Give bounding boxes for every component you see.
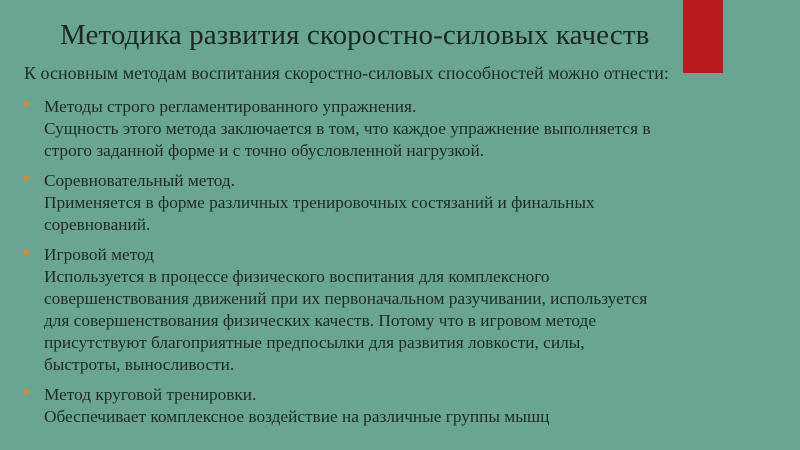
- method-line: присутствуют благоприятные предпосылки для развития ловкости, силы,: [44, 333, 585, 352]
- method-line: Используется в процессе физического воспитания для комплексного: [44, 267, 550, 286]
- method-line: Сущность этого метода заключается в том, что каждое упражнение выполняется в: [44, 119, 651, 138]
- bullet-arrow-icon: [24, 175, 32, 181]
- method-line: Метод круговой тренировки.: [44, 385, 257, 404]
- method-line: Игровой метод: [44, 245, 154, 264]
- method-line: для совершенствования физических качеств. Потому что в игровом методе: [44, 311, 597, 330]
- method-item: [44, 170, 774, 236]
- method-line: Применяется в форме различных тренировочных состязаний и финальных: [44, 193, 595, 212]
- slide-title: Методика развития скоростно-силовых качеств: [60, 19, 650, 51]
- method-item: [44, 96, 774, 162]
- method-line: Методы строго регламентированного упражнения.: [44, 97, 417, 116]
- method-line: Обеспечивает комплексное воздействие на различные группы мышц: [44, 407, 550, 426]
- method-line: строго заданной форме и с точно обусловленной нагрузкой.: [44, 141, 485, 160]
- bullet-arrow-icon: [24, 101, 32, 107]
- method-line: совершенствования движений при их первоначальном разучивании, используется: [44, 289, 648, 308]
- method-line: быстроты, выносливости.: [44, 355, 235, 374]
- method-line: Соревновательный метод.: [44, 171, 236, 190]
- method-item: [44, 244, 774, 376]
- method-list: [44, 96, 774, 436]
- bullet-arrow-icon: [24, 249, 32, 255]
- accent-bar: [683, 0, 723, 73]
- method-item: [44, 384, 774, 428]
- intro-text: К основным методам воспитания скоростно-силовых способностей можно отнести:: [24, 63, 669, 83]
- bullet-arrow-icon: [24, 389, 32, 395]
- method-line: соревнований.: [44, 215, 151, 234]
